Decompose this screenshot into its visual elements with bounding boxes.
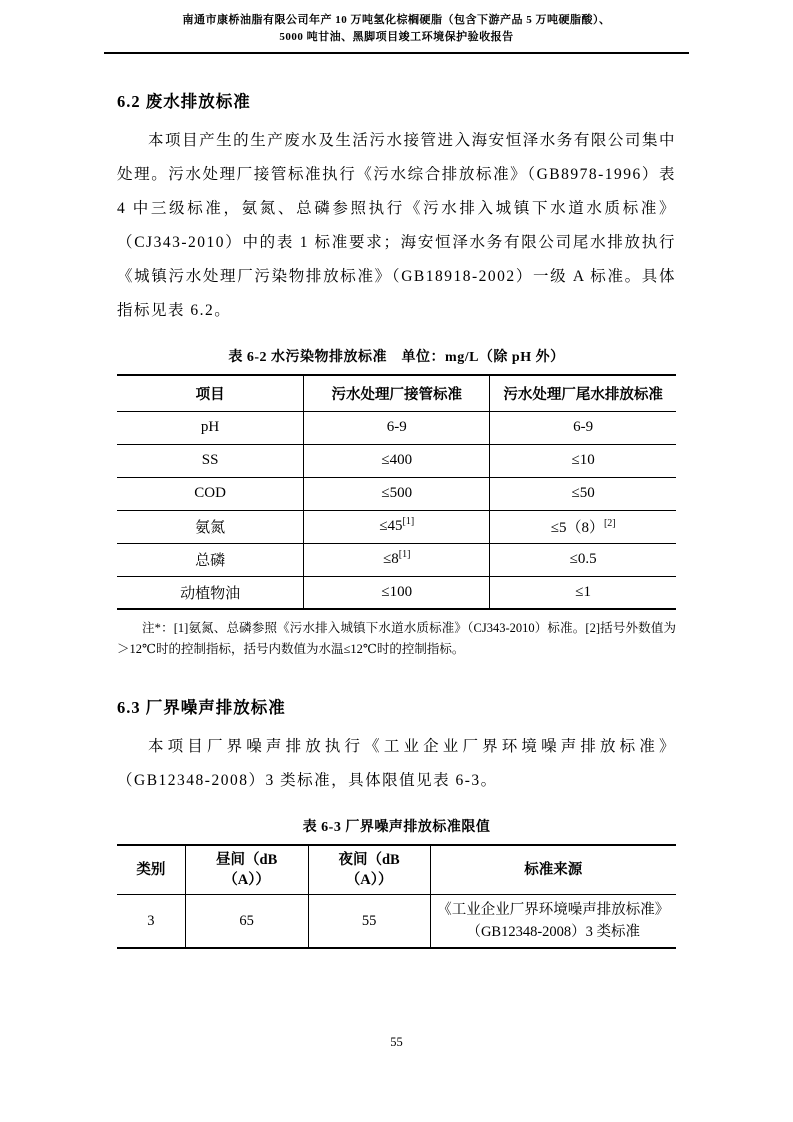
cell-inlet [304, 411, 490, 444]
cell-item [117, 510, 304, 543]
cell-outlet [490, 477, 676, 510]
section-heading-6-2: 6.2 废水排放标准 [117, 92, 251, 111]
cell-outlet [490, 444, 676, 477]
cell-inlet [304, 477, 490, 510]
page-content [117, 88, 676, 949]
cell-inlet [304, 444, 490, 477]
cell-text: COD [194, 485, 226, 501]
header-text: （A）） [223, 872, 271, 888]
table-row [117, 411, 676, 444]
cell-source: 《工业企业厂界环境噪声排放标准》（GB12348-2008）3 类标准 [430, 895, 676, 949]
table-6-2-title: 表 6-2 水污染物排放标准 单位：mg/L（除 pH 外） [228, 350, 565, 365]
cell-inlet [304, 543, 490, 576]
cell-text: 动植物油 [180, 585, 241, 602]
cell-text: 6-9 [573, 419, 594, 435]
running-header-line2: 5000 吨甘油、黑脚项目竣工环境保护验收报告 [279, 31, 514, 43]
cell-text: ≤8 [383, 551, 399, 567]
cell-text: ≤1 [575, 583, 592, 600]
table-6-2 [117, 374, 676, 610]
cell-day: 65 [185, 895, 308, 949]
footnote-ref: [1] [398, 549, 411, 560]
cell-text: SS [201, 452, 219, 468]
table-6-3-header-day [185, 845, 308, 895]
cell-item [117, 576, 304, 609]
cell-text: ≤0.5 [569, 551, 597, 567]
table-row [117, 576, 676, 609]
cell-text: ≤50 [571, 485, 595, 501]
table-row [117, 510, 676, 543]
cell-text: ≤45 [379, 518, 403, 534]
section-6-2-paragraph: 本项目产生的生产废水及生活污水接管进入海安恒泽水务有限公司集中处理。污水处理厂接管标准执行《污水综合排放标准》（GB8978-1996）表 4 中三级标准，氨氮、总磷参照执行《污水排入城镇下水道水质标准》（CJ343-2010）中的表 1 标准要求；海安恒泽水务有限公司尾水排放执行《城镇污水处理厂污染物排放标准》（GB18918-2002）一级 A 标准。具体指标见表 6.2。 [117, 132, 676, 319]
table-6-3-header-night [308, 845, 430, 895]
table-6-3 [117, 844, 676, 949]
cell-inlet [304, 510, 490, 543]
table-6-3-title: 表 6-3 厂界噪声排放标准限值 [302, 820, 491, 835]
cell-text: pH [200, 419, 220, 435]
running-header [104, 12, 689, 54]
cell-item [117, 543, 304, 576]
section-heading-6-3: 6.3 厂界噪声排放标准 [117, 698, 286, 717]
cell-night: 55 [308, 895, 430, 949]
cell-text: 6-9 [386, 419, 407, 435]
footnote-ref: [2] [603, 518, 616, 529]
table-6-2-footnote: 注*：[1]氨氮、总磷参照《污水排入城镇下水道水质标准》（CJ343-2010）标准。[2]括号外数值为＞12℃时的控制指标，括号内数值为水温≤12℃时的控制指标。 [117, 621, 676, 656]
table-row [117, 477, 676, 510]
table-6-2-header-outlet: 污水处理厂尾水排放标准 [490, 375, 676, 411]
header-text: 昼间（dB [216, 852, 278, 868]
cell-item [117, 444, 304, 477]
table-6-2-header-inlet: 污水处理厂接管标准 [304, 375, 490, 411]
cell-item [117, 477, 304, 510]
header-text: （A）） [345, 872, 393, 888]
table-6-2-header-item: 项目 [117, 375, 304, 411]
running-header-line1: 南通市康桥油脂有限公司年产 10 万吨氢化棕榈硬脂（包含下游产品 5 万吨硬脂酸）、 [182, 14, 611, 26]
cell-outlet [490, 510, 676, 543]
cell-outlet [490, 543, 676, 576]
table-6-3-header-row [117, 845, 676, 895]
cell-text: ≤5（8） [550, 520, 604, 536]
cell-text: 总磷 [195, 553, 226, 569]
cell-text: ≤500 [381, 485, 413, 501]
table-6-3-header-category [117, 845, 185, 895]
page-number: 55 [390, 1035, 403, 1049]
table-row [117, 444, 676, 477]
cell-text: ≤100 [381, 583, 413, 600]
cell-text: 氨氮 [195, 520, 226, 536]
cell-inlet [304, 576, 490, 609]
header-text: 类别 [136, 862, 166, 878]
cell-item [117, 411, 304, 444]
cell-outlet [490, 411, 676, 444]
table-row [117, 895, 676, 949]
cell-outlet [490, 576, 676, 609]
cell-text: ≤400 [381, 452, 413, 468]
table-6-3-header-source [430, 845, 676, 895]
cell-category: 3 [147, 913, 155, 929]
cell-text: ≤10 [571, 452, 595, 468]
header-text: 标准来源 [524, 862, 583, 878]
table-row [117, 543, 676, 576]
header-text: 夜间（dB [338, 852, 400, 868]
footnote-ref: [1] [402, 516, 415, 527]
table-6-2-header-row [117, 375, 676, 411]
section-6-3-paragraph: 本项目厂界噪声排放执行《工业企业厂界环境噪声排放标准》（GB12348-2008）3 类标准，具体限值见表 6-3。 [117, 738, 676, 789]
